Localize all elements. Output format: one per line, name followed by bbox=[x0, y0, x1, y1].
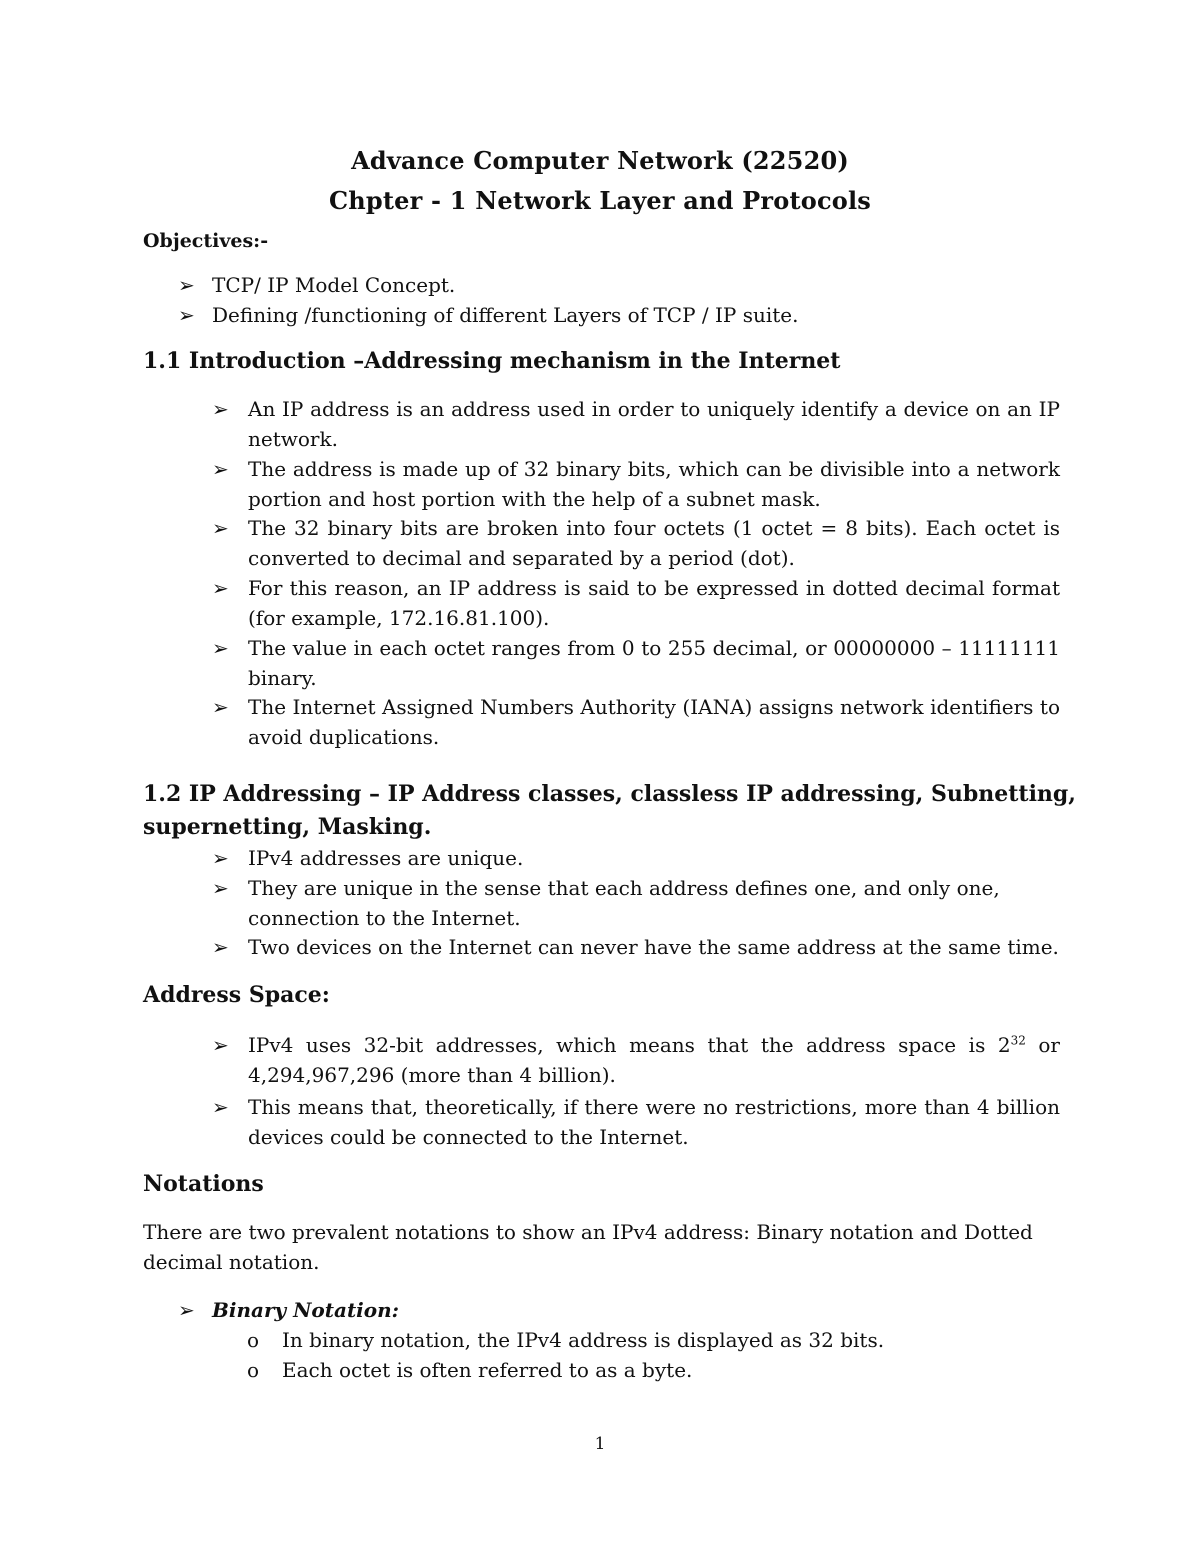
arrow-bullet-icon: ➢ bbox=[212, 846, 229, 870]
chapter-title: Chpter - 1 Network Layer and Protocols bbox=[328, 186, 872, 215]
list-item-text: This means that, theoretically, if there were no restrictions, more than 4 billion devices could be connected to the Internet. bbox=[248, 1095, 1060, 1149]
circle-bullet-icon: o bbox=[247, 1328, 260, 1352]
arrow-bullet-icon: ➢ bbox=[212, 1033, 229, 1057]
objective-text: TCP/ IP Model Concept. bbox=[212, 273, 456, 297]
arrow-bullet-icon: ➢ bbox=[212, 935, 229, 959]
section-heading-1-2-cont: supernetting, Masking. bbox=[143, 814, 432, 840]
list-item-text: IPv4 addresses are unique. bbox=[248, 846, 524, 870]
binary-notation-heading: Binary Notation: bbox=[212, 1298, 400, 1322]
arrow-bullet-icon: ➢ bbox=[212, 516, 229, 540]
list-item-text: Each octet is often referred to as a byte. bbox=[282, 1358, 693, 1382]
arrow-bullet-icon: ➢ bbox=[212, 1095, 229, 1119]
document-title: Advance Computer Network (22520) bbox=[351, 146, 849, 175]
page-number: 1 bbox=[594, 1434, 606, 1454]
arrow-bullet-icon: ➢ bbox=[178, 303, 195, 327]
section-heading-1-1: 1.1 Introduction –Addressing mechanism in the Internet bbox=[143, 348, 841, 374]
arrow-bullet-icon: ➢ bbox=[212, 457, 229, 481]
address-space-text-cont: or 4,294,967,296 (more than 4 billion). bbox=[248, 1033, 1060, 1087]
arrow-bullet-icon: ➢ bbox=[212, 576, 229, 600]
arrow-bullet-icon: ➢ bbox=[212, 636, 229, 660]
notations-heading: Notations bbox=[143, 1171, 264, 1197]
arrow-bullet-icon: ➢ bbox=[212, 695, 229, 719]
list-item-text: The Internet Assigned Numbers Authority (IANA) assigns network identifiers to avoid duplications. bbox=[248, 695, 1060, 749]
list-item-text: For this reason, an IP address is said to be expressed in dotted decimal format (for example, 172.16.81.100). bbox=[248, 576, 1060, 630]
circle-bullet-icon: o bbox=[247, 1358, 260, 1382]
objectives-label: Objectives:- bbox=[143, 230, 269, 252]
list-item-text: In binary notation, the IPv4 address is displayed as 32 bits. bbox=[282, 1328, 885, 1352]
list-item-text bbox=[248, 1030, 1060, 1090]
arrow-bullet-icon: ➢ bbox=[212, 397, 229, 421]
arrow-bullet-icon: ➢ bbox=[212, 876, 229, 900]
section-heading-1-2: 1.2 IP Addressing – IP Address classes, classless IP addressing, Subnetting, bbox=[143, 781, 1076, 807]
address-space-heading: Address Space: bbox=[143, 982, 330, 1008]
list-item-text: Two devices on the Internet can never have the same address at the same time. bbox=[248, 935, 1059, 959]
arrow-bullet-icon: ➢ bbox=[178, 1298, 195, 1322]
address-space-text: IPv4 uses 32-bit addresses, which means that the address space is 2 bbox=[248, 1033, 1011, 1057]
notations-intro: There are two prevalent notations to show an IPv4 address: Binary notation and Dotted decimal notation. bbox=[143, 1220, 1033, 1274]
exponent: 32 bbox=[1010, 1033, 1026, 1048]
list-item-text: The address is made up of 32 binary bits, which can be divisible into a network portion and host portion with the help of a subnet mask. bbox=[248, 457, 1060, 511]
list-item-text: The 32 binary bits are broken into four octets (1 octet = 8 bits). Each octet is converted to decimal and separated by a period (dot). bbox=[248, 516, 1060, 570]
list-item-text: An IP address is an address used in order to uniquely identify a device on an IP network. bbox=[248, 397, 1060, 451]
objective-text: Defining /functioning of different Layers of TCP / IP suite. bbox=[212, 303, 799, 327]
arrow-bullet-icon: ➢ bbox=[178, 273, 195, 297]
list-item-text: The value in each octet ranges from 0 to 255 decimal, or 00000000 – 11111111 binary. bbox=[248, 636, 1060, 690]
list-item-text: They are unique in the sense that each address defines one, and only one, connection to the Internet. bbox=[248, 876, 1000, 930]
